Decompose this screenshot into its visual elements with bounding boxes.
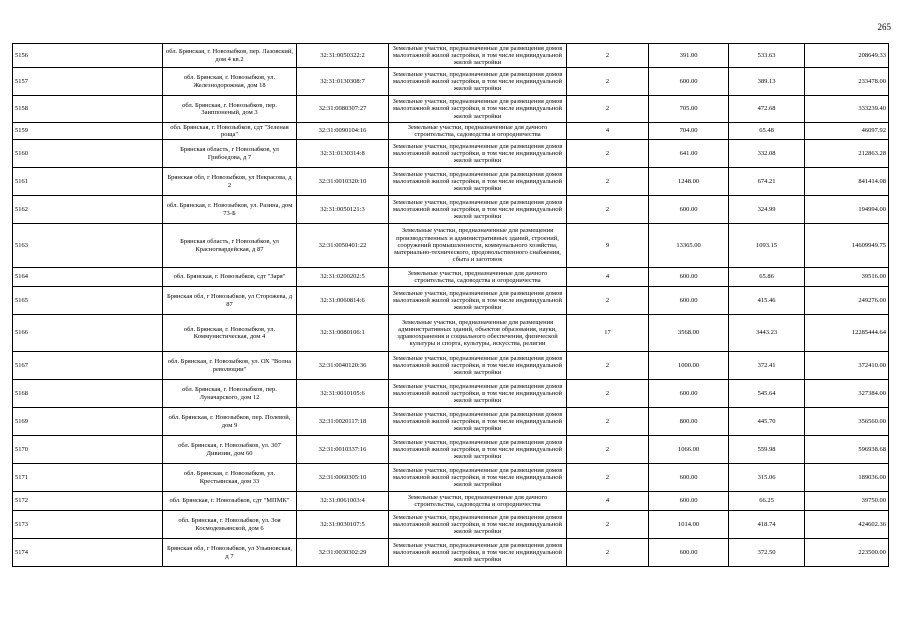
area-cell: 641.00: [649, 140, 729, 168]
address-cell: Брянская область, г Новозыбков, ул Красногвардейская, д 87: [163, 224, 297, 268]
land-use-cell: Земельные участки, предназначенные для дачного строительства, садоводства и огородничества: [389, 268, 567, 287]
cadastral-value-cell: 372410.00: [805, 352, 889, 380]
cadastral-number-cell: 32:31:0130308:7: [297, 68, 389, 96]
group-cell: 2: [567, 464, 649, 492]
specific-value-cell: 332.08: [729, 140, 805, 168]
cadastral-value-cell: 333239.40: [805, 96, 889, 123]
area-cell: 391.00: [649, 44, 729, 68]
table-row: [13, 436, 889, 464]
table-row: [13, 539, 889, 567]
specific-value-cell: 372.50: [729, 539, 805, 567]
land-use-cell: Земельные участки, предназначенные для размещения домов малоэтажной жилой застройки, в том числе индивидуальной жилой застройки: [389, 196, 567, 224]
address-cell: Брянская область, г Новозыбков, ул Грибоедова, д 7: [163, 140, 297, 168]
specific-value-cell: 65.48: [729, 123, 805, 140]
group-cell: 2: [567, 44, 649, 68]
group-cell: 2: [567, 352, 649, 380]
address-cell: обл. Брянская, г. Новозыбков, пер. Полевой, дом 9: [163, 408, 297, 436]
row-number: 5161: [13, 168, 163, 196]
row-number: 5172: [13, 492, 163, 511]
cadastral-value-cell: 194994.00: [805, 196, 889, 224]
address-cell: обл. Брянская, г. Новозыбков, ул. 307 Дивизии, дом 60: [163, 436, 297, 464]
address-cell: обл. Брянская, г. Новозыбков, пер. Луначарского, дом 12: [163, 380, 297, 408]
group-cell: 2: [567, 96, 649, 123]
specific-value-cell: 66.25: [729, 492, 805, 511]
cadastral-value-cell: 233478.00: [805, 68, 889, 96]
cadastral-number-cell: 32:31:0010337:16: [297, 436, 389, 464]
table-row: [13, 44, 889, 68]
address-cell: обл. Брянская, г. Новозыбков, ул. Коммунистическая, дом 4: [163, 315, 297, 352]
area-cell: 1248.00: [649, 168, 729, 196]
cadastral-value-cell: 208649.33: [805, 44, 889, 68]
cadastral-number-cell: 32:31:0060305:10: [297, 464, 389, 492]
specific-value-cell: 1093.15: [729, 224, 805, 268]
group-cell: 2: [567, 196, 649, 224]
specific-value-cell: 545.64: [729, 380, 805, 408]
land-use-cell: Земельные участки, предназначенные для размещения производственных и административных зданий, строений, сооружений промышленности, коммунального хозяйства, материально-технического, продовольственного снабжения, сбыта и заготовок: [389, 224, 567, 268]
table-row: [13, 492, 889, 511]
table-row: [13, 464, 889, 492]
cadastral-number-cell: 32:31:0061003:4: [297, 492, 389, 511]
row-number: 5170: [13, 436, 163, 464]
row-number: 5162: [13, 196, 163, 224]
row-number: 5167: [13, 352, 163, 380]
cadastral-number-cell: 32:31:0050401:22: [297, 224, 389, 268]
group-cell: 2: [567, 511, 649, 539]
table-row: [13, 168, 889, 196]
land-use-cell: Земельные участки, предназначенные для размещения домов малоэтажной жилой застройки, в том числе индивидуальной жилой застройки: [389, 380, 567, 408]
area-cell: 600.00: [649, 268, 729, 287]
address-cell: обл. Брянская, г. Новозыбков, ул. Железнодорожная, дом 18: [163, 68, 297, 96]
cadastral-table: [12, 43, 889, 567]
area-cell: 13365.00: [649, 224, 729, 268]
table-row: [13, 352, 889, 380]
group-cell: 4: [567, 268, 649, 287]
group-cell: 2: [567, 68, 649, 96]
table-row: [13, 123, 889, 140]
specific-value-cell: 559.98: [729, 436, 805, 464]
table-row: [13, 196, 889, 224]
cadastral-value-cell: 596938.68: [805, 436, 889, 464]
row-number: 5168: [13, 380, 163, 408]
table-row: [13, 408, 889, 436]
land-use-cell: Земельные участки, предназначенные для размещения домов малоэтажной жилой застройки, в том числе индивидуальной жилой застройки: [389, 68, 567, 96]
land-use-cell: Земельные участки, предназначенные для размещения домов малоэтажной жилой застройки, в том числе индивидуальной жилой застройки: [389, 436, 567, 464]
cadastral-number-cell: 32:31:0080307:27: [297, 96, 389, 123]
group-cell: 2: [567, 408, 649, 436]
row-number: 5159: [13, 123, 163, 140]
group-cell: 2: [567, 287, 649, 315]
land-use-cell: Земельные участки, предназначенные для размещения домов малоэтажной жилой застройки, в том числе индивидуальной жилой застройки: [389, 464, 567, 492]
cadastral-number-cell: 32:31:0010320:10: [297, 168, 389, 196]
area-cell: 800.00: [649, 408, 729, 436]
address-cell: обл. Брянская, г. Новозыбков, пер. Заиппоненый, дом 3: [163, 96, 297, 123]
address-cell: обл. Брянская, г. Новозыбков, сдт "МПМК": [163, 492, 297, 511]
specific-value-cell: 472.68: [729, 96, 805, 123]
cadastral-value-cell: 189036.00: [805, 464, 889, 492]
cadastral-value-cell: 14609949.75: [805, 224, 889, 268]
land-use-cell: Земельные участки, предназначенные для размещения домов малоэтажной жилой застройки, в том числе индивидуальной жилой застройки: [389, 352, 567, 380]
row-number: 5169: [13, 408, 163, 436]
row-number: 5163: [13, 224, 163, 268]
cadastral-value-cell: 46097.92: [805, 123, 889, 140]
cadastral-number-cell: 32:31:0040120:36: [297, 352, 389, 380]
row-number: 5164: [13, 268, 163, 287]
specific-value-cell: 445.70: [729, 408, 805, 436]
land-use-cell: Земельные участки, предназначенные для размещения домов малоэтажной жилой застройки, в том числе индивидуальной жилой застройки: [389, 44, 567, 68]
area-cell: 1000.00: [649, 352, 729, 380]
group-cell: 17: [567, 315, 649, 352]
specific-value-cell: 415.46: [729, 287, 805, 315]
cadastral-value-cell: 12285444.64: [805, 315, 889, 352]
row-number: 5165: [13, 287, 163, 315]
specific-value-cell: 315.06: [729, 464, 805, 492]
cadastral-value-cell: 223500.00: [805, 539, 889, 567]
area-cell: 600.00: [649, 464, 729, 492]
table-row: [13, 268, 889, 287]
land-use-cell: Земельные участки, предназначенные для размещения домов малоэтажной жилой застройки, в том числе индивидуальной жилой застройки: [389, 168, 567, 196]
cadastral-number-cell: 32:31:0050322:2: [297, 44, 389, 68]
row-number: 5166: [13, 315, 163, 352]
land-use-cell: Земельные участки, предназначенные для дачного строительства, садоводства и огородничества: [389, 123, 567, 140]
group-cell: 2: [567, 168, 649, 196]
cadastral-number-cell: 32:31:0130314:8: [297, 140, 389, 168]
address-cell: обл. Брянская, г. Новозыбков, ул. Зоя Космодемьянской, дом 6: [163, 511, 297, 539]
land-use-cell: Земельные участки, предназначенные для размещения домов малоэтажной жилой застройки, в том числе индивидуальной жилой застройки: [389, 408, 567, 436]
group-cell: 4: [567, 492, 649, 511]
address-cell: обл. Брянская, г. Новозыбков, ул. Разина, дом 73-Б: [163, 196, 297, 224]
address-cell: Брянская обл, г Новозыбков, ул Некрасова, д 2: [163, 168, 297, 196]
row-number: 5171: [13, 464, 163, 492]
land-use-cell: Земельные участки, предназначенные для размещения домов малоэтажной жилой застройки, в том числе индивидуальной жилой застройки: [389, 511, 567, 539]
address-cell: обл. Брянская, г. Новозыбков, ул. Крестьянская, дом 33: [163, 464, 297, 492]
table-row: [13, 96, 889, 123]
specific-value-cell: 324.99: [729, 196, 805, 224]
area-cell: 3568.00: [649, 315, 729, 352]
area-cell: 600.00: [649, 287, 729, 315]
row-number: 5160: [13, 140, 163, 168]
land-use-cell: Земельные участки, предназначенные для размещения домов малоэтажной жилой застройки, в том числе индивидуальной жилой застройки: [389, 96, 567, 123]
area-cell: 600.00: [649, 68, 729, 96]
group-cell: 2: [567, 140, 649, 168]
table-row: [13, 287, 889, 315]
cadastral-value-cell: 356560.00: [805, 408, 889, 436]
cadastral-number-cell: 32:31:0030302:29: [297, 539, 389, 567]
group-cell: 4: [567, 123, 649, 140]
table-row: [13, 315, 889, 352]
cadastral-value-cell: 39750.00: [805, 492, 889, 511]
cadastral-value-cell: 841414.08: [805, 168, 889, 196]
land-use-cell: Земельные участки, предназначенные для размещения домов малоэтажной жилой застройки, в том числе индивидуальной жилой застройки: [389, 287, 567, 315]
cadastral-value-cell: 249276.00: [805, 287, 889, 315]
address-cell: Брянская обл, г Новозыбков, ул Сторожева, д 87: [163, 287, 297, 315]
cadastral-number-cell: 32:31:0020117:18: [297, 408, 389, 436]
specific-value-cell: 3443.23: [729, 315, 805, 352]
area-cell: 1066.00: [649, 436, 729, 464]
cadastral-number-cell: 32:31:0090104:16: [297, 123, 389, 140]
group-cell: 9: [567, 224, 649, 268]
area-cell: 705.00: [649, 96, 729, 123]
page-number: 265: [877, 22, 891, 32]
group-cell: 2: [567, 539, 649, 567]
address-cell: обл. Брянская, г. Новозыбков, сдт "Заря": [163, 268, 297, 287]
cadastral-number-cell: 32:31:0200202:5: [297, 268, 389, 287]
cadastral-number-cell: 32:31:0010105:6: [297, 380, 389, 408]
cadastral-number-cell: 32:31:0050121:3: [297, 196, 389, 224]
area-cell: 704.00: [649, 123, 729, 140]
specific-value-cell: 418.74: [729, 511, 805, 539]
specific-value-cell: 533.63: [729, 44, 805, 68]
area-cell: 600.00: [649, 196, 729, 224]
group-cell: 2: [567, 380, 649, 408]
table-row: [13, 68, 889, 96]
address-cell: обл. Брянская, г. Новозыбков, пер. Лазовский, дом 4 кв.2: [163, 44, 297, 68]
row-number: 5156: [13, 44, 163, 68]
area-cell: 600.00: [649, 539, 729, 567]
cadastral-value-cell: 327384.00: [805, 380, 889, 408]
row-number: 5157: [13, 68, 163, 96]
area-cell: 600.00: [649, 380, 729, 408]
land-use-cell: Земельные участки, предназначенные для размещения домов малоэтажной жилой застройки, в том числе индивидуальной жилой застройки: [389, 140, 567, 168]
cadastral-value-cell: 39516.00: [805, 268, 889, 287]
table-row: [13, 224, 889, 268]
row-number: 5158: [13, 96, 163, 123]
specific-value-cell: 389.13: [729, 68, 805, 96]
specific-value-cell: 65.86: [729, 268, 805, 287]
group-cell: 2: [567, 436, 649, 464]
land-use-cell: Земельные участки, предназначенные для дачного строительства, садоводства и огородничества: [389, 492, 567, 511]
table-row: [13, 140, 889, 168]
cadastral-value-cell: 424602.36: [805, 511, 889, 539]
cadastral-value-cell: 212863.28: [805, 140, 889, 168]
land-use-cell: Земельные участки, предназначенные для размещения домов малоэтажной жилой застройки, в том числе индивидуальной жилой застройки: [389, 539, 567, 567]
land-use-cell: Земельные участки, предназначенные для размещения административных зданий, объектов образования, науки, здравоохранения и социального обеспечения, физической культуры и спорта, культуры, искусства, религии: [389, 315, 567, 352]
address-cell: обл. Брянская, г. Новозыбков, сдт "Зеленая роща": [163, 123, 297, 140]
specific-value-cell: 372.41: [729, 352, 805, 380]
cadastral-number-cell: 32:31:0030107:5: [297, 511, 389, 539]
row-number: 5173: [13, 511, 163, 539]
table-row: [13, 380, 889, 408]
area-cell: 600.00: [649, 492, 729, 511]
specific-value-cell: 674.21: [729, 168, 805, 196]
row-number: 5174: [13, 539, 163, 567]
table-row: [13, 511, 889, 539]
address-cell: Брянская обл, г Новозыбков, ул Ульяновская, д 7: [163, 539, 297, 567]
cadastral-number-cell: 32:31:0060814:6: [297, 287, 389, 315]
cadastral-number-cell: 32:31:0080106:1: [297, 315, 389, 352]
area-cell: 1014.00: [649, 511, 729, 539]
address-cell: обл. Брянская, г. Новозыбков, ул. ОХ "Волна революции": [163, 352, 297, 380]
